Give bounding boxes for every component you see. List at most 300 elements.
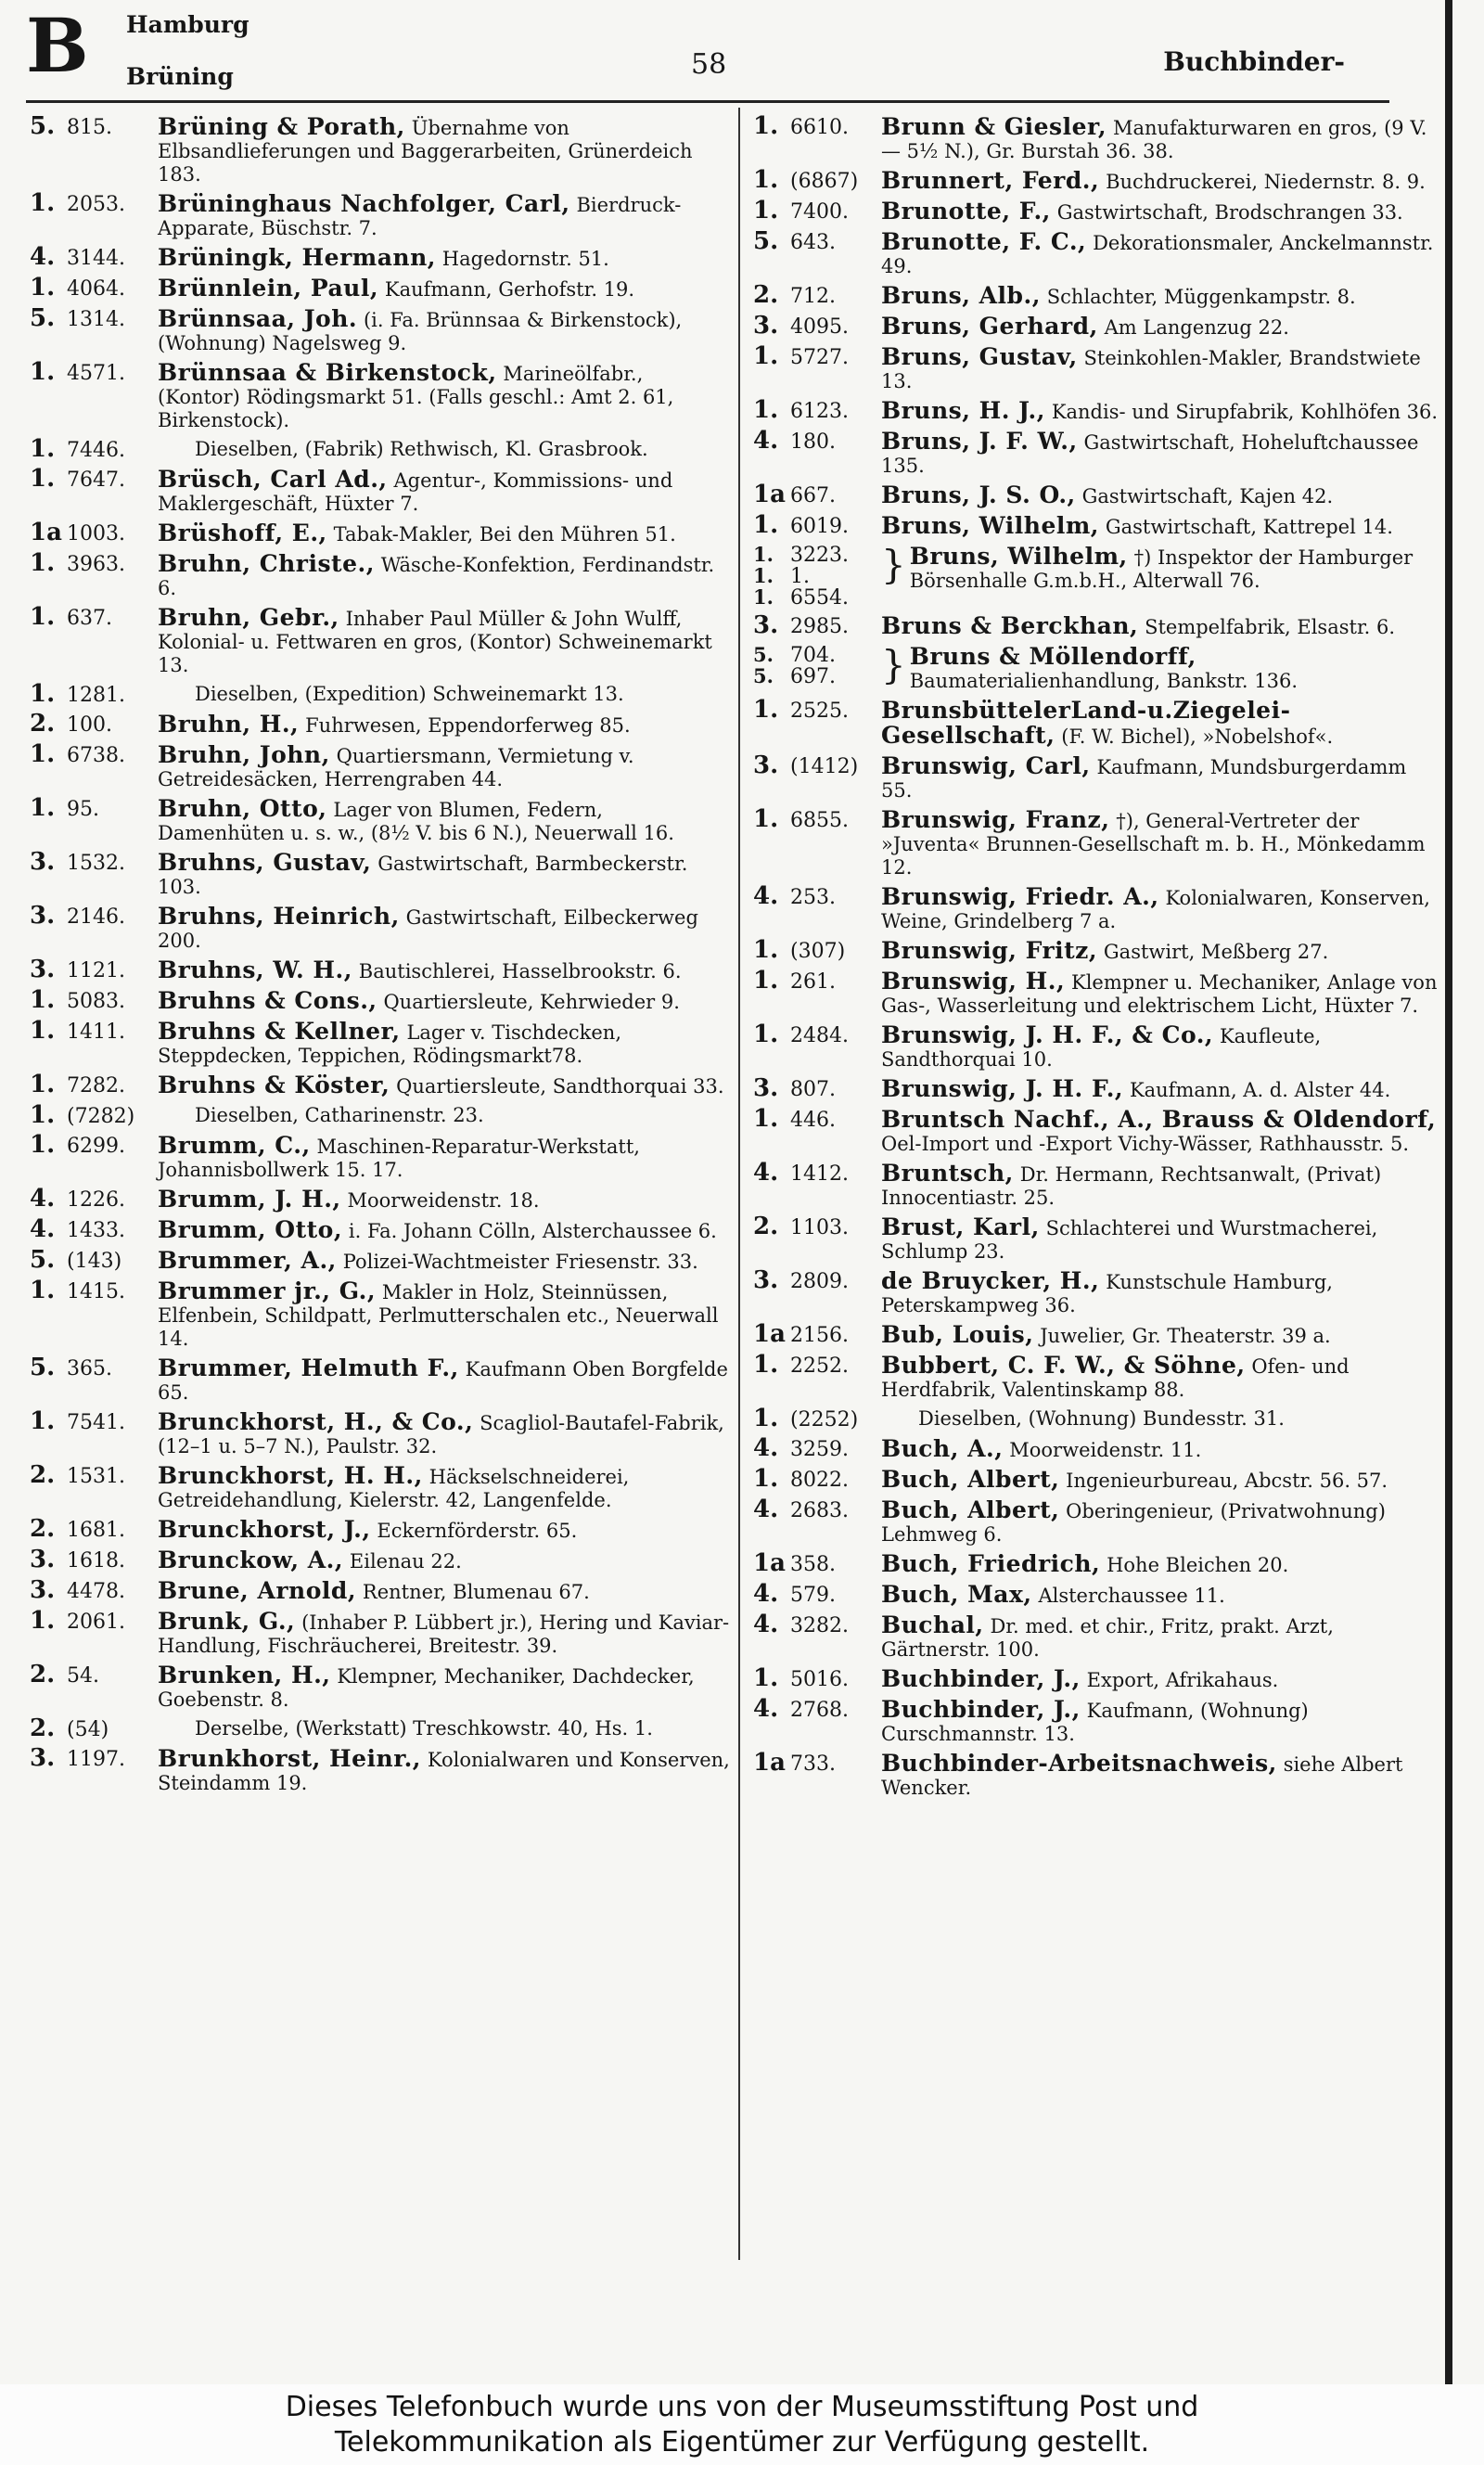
exchange-code: 1a [753, 1320, 786, 1348]
entry-text [158, 115, 731, 186]
list-item [30, 1607, 731, 1658]
brace-glyph: } [881, 542, 906, 587]
exchange-code: 1. [30, 1101, 56, 1129]
list-item [30, 603, 731, 677]
entry-text [881, 1552, 1443, 1577]
phone-number-cell [753, 1159, 881, 1187]
list-item [30, 740, 731, 791]
subscriber-name: Brüningk, Hermann, [158, 244, 436, 271]
phone-number: 4095. [790, 315, 849, 339]
entry-text [881, 1162, 1443, 1210]
phone-number-cell [30, 435, 158, 463]
subscriber-name: Bruns, J. F. W., [881, 428, 1078, 455]
phone-number-cell [753, 227, 881, 255]
exchange-code: 2. [753, 281, 779, 309]
exchange-code: 1. [30, 1407, 56, 1435]
list-item [30, 1215, 731, 1243]
list-item [30, 1101, 731, 1129]
entry-text [158, 1663, 731, 1712]
phone-number-cell [30, 1548, 158, 1573]
entry-text [881, 284, 1443, 309]
list-item [753, 227, 1443, 278]
phone-number: 2809. [790, 1270, 849, 1293]
header-rule [26, 100, 1389, 103]
entry-details: Kaufmann, Mundsburgerdamm 55. [881, 756, 1407, 802]
subscriber-name: Bruns, Gustav, [881, 343, 1078, 370]
phone-number: 6554. [790, 586, 849, 610]
phone-number: 6610. [790, 116, 849, 139]
phone-number-cell [30, 1017, 158, 1045]
list-item [753, 427, 1443, 478]
subscriber-name: Bruhn, H., [158, 711, 300, 738]
subscriber-name: Brünnlein, Paul, [158, 275, 379, 302]
exchange-code: 1. [753, 696, 779, 724]
entry-details: Agentur-, Kommissions- und Maklergeschäft, Hüxter 7. [158, 469, 673, 515]
entry-text [881, 430, 1443, 478]
entry-details: Dieselben, (Fabrik) Rethwisch, Kl. Grasbrook. [195, 438, 648, 460]
phone-number-cell [30, 740, 158, 768]
entry-text [158, 797, 731, 845]
phone-number-cell [30, 1356, 158, 1380]
phone-number-cell [30, 1407, 158, 1435]
footer-line-1: Dieses Telefonbuch wurde uns von der Museumsstiftung Post und [285, 2391, 1199, 2423]
phone-number-cell [30, 1073, 158, 1098]
list-item [753, 1695, 1443, 1746]
list-item [30, 189, 731, 240]
exchange-code: 1. [30, 189, 56, 217]
list-item [30, 435, 731, 463]
exchange-code: 2. [753, 1213, 779, 1240]
phone-number: 7647. [67, 469, 125, 492]
phone-number: 1618. [67, 1549, 125, 1573]
subscriber-name: BrunsbüttelerLand-u.Ziegelei-Gesellschaft, [881, 697, 1291, 749]
entry-details: Klempner u. Mechaniker, Anlage von Gas-, Wasserleitung und elektrischem Licht, Hüxter 7. [881, 971, 1438, 1017]
subscriber-name: Bruhns, Gustav, [158, 849, 372, 876]
entry-text [158, 1134, 731, 1182]
exchange-code: 3. [30, 1576, 56, 1604]
list-item [30, 358, 731, 432]
entry-details: Rentner, Blumenau 67. [362, 1581, 590, 1603]
entry-details: Dr. med. et chir., Fritz, prakt. Arzt, Gärtnerstr. 100. [881, 1615, 1334, 1661]
subscriber-name: Brunckow, A., [158, 1547, 344, 1573]
list-item [30, 243, 731, 271]
subscriber-name: Bruhns & Cons., [158, 987, 377, 1014]
entry-details: Eckernförderstr. 65. [377, 1520, 578, 1542]
subscriber-name: Bruhns & Köster, [158, 1072, 390, 1098]
entry-text [881, 1698, 1443, 1746]
phone-number: 7446. [67, 439, 125, 462]
phone-number-cell [753, 1351, 881, 1379]
phone-number: 1121. [67, 959, 125, 982]
entry-text [158, 905, 731, 953]
list-item [30, 1461, 731, 1512]
entry-details: Dr. Hermann, Rechtsanwalt, (Privat) Innocentiastr. 25. [881, 1163, 1382, 1209]
entry-text [158, 552, 731, 600]
exchange-code: 5. [30, 304, 56, 332]
subscriber-name: Bruhn, Christe., [158, 550, 375, 577]
subscriber-name: Brunswig, Fritz, [881, 937, 1098, 964]
subscriber-name: Bruhn, Otto, [158, 795, 327, 822]
phone-number-cell [30, 1215, 158, 1243]
entry-details: Moorweidenstr. 11. [1009, 1439, 1202, 1461]
subscriber-name: Buchbinder, J., [881, 1696, 1081, 1723]
subscriber-name: Brunswig, H., [881, 968, 1066, 995]
subscriber-name: Bruhn, Gebr., [158, 604, 339, 631]
subscriber-name: Brunotte, F., [881, 198, 1051, 225]
phone-number: 1281. [67, 684, 125, 707]
entry-text [158, 307, 731, 355]
subscriber-name: Brunswig, Friedr. A., [881, 883, 1159, 910]
exchange-code: 4. [30, 1215, 56, 1243]
entry-details: Buchdruckerei, Niedernstr. 8. 9. [1106, 171, 1426, 193]
entry-text [158, 468, 731, 516]
phone-number: 3282. [790, 1614, 849, 1637]
entry-text [881, 199, 1443, 225]
phone-number: 2768. [790, 1699, 849, 1722]
exchange-code: 1. [753, 1351, 779, 1379]
page-number: 58 [691, 48, 727, 81]
exchange-code: 1. [753, 585, 774, 609]
entry-details: Gastwirtschaft, Hoheluftchaussee 135. [881, 431, 1419, 477]
column-divider [738, 108, 740, 2260]
entry-details: Tabak-Makler, Bei den Mühren 51. [333, 523, 676, 546]
phone-number: 54. [67, 1664, 99, 1688]
subscriber-name: Brumm, C., [158, 1132, 311, 1159]
entry-text [158, 246, 731, 271]
phone-number: 637. [67, 607, 112, 630]
entry-text [158, 192, 731, 240]
subscriber-name: Brunswig, Franz, [881, 806, 1110, 833]
page-edge-rule [1445, 0, 1452, 2384]
subscriber-name: Brüninghaus Nachfolger, Carl, [158, 190, 570, 217]
phone-number-cell [30, 112, 158, 140]
subscriber-name: Bub, Louis, [881, 1321, 1034, 1348]
list-item [753, 342, 1443, 393]
entry-details: Fuhrwesen, Eppendorferweg 85. [305, 714, 631, 737]
entry-details: Gastwirtschaft, Kajen 42. [1081, 485, 1334, 507]
subscriber-name: Buchal, [881, 1611, 984, 1638]
exchange-code: 2. [30, 710, 56, 738]
entry-details: Kaufmann, A. d. Alster 44. [1129, 1079, 1391, 1101]
list-item [753, 483, 1443, 508]
phone-number: 1197. [67, 1748, 125, 1771]
entry-details: Gastwirtschaft, Kattrepel 14. [1105, 516, 1393, 538]
entry-details: i. Fa. Johann Cölln, Alsterchaussee 6. [348, 1220, 717, 1242]
exchange-code: 3. [753, 611, 779, 639]
exchange-code: 3. [30, 848, 56, 876]
exchange-code: 1. [30, 1017, 56, 1045]
exchange-code: 1. [753, 396, 779, 424]
subscriber-name: Brunswig, J. H. F., [881, 1075, 1124, 1102]
entry-text [158, 438, 731, 461]
phone-number: 2156. [790, 1324, 849, 1347]
phone-number: 2985. [790, 615, 849, 638]
brace-glyph: } [881, 642, 906, 687]
subscriber-name: Brunckhorst, H. H., [158, 1462, 423, 1489]
list-item [30, 1185, 731, 1213]
entry-details: Dieselben, (Expedition) Schweinemarkt 13. [195, 683, 624, 705]
entry-details: Kunstschule Hamburg, Peterskampweg 36. [881, 1271, 1333, 1316]
phone-number-cell [753, 483, 881, 507]
subscriber-name: Buchbinder-Arbeitsnachweis, [881, 1750, 1277, 1777]
entry-details: Lager v. Tischdecken, Steppdecken, Teppichen, Rödingsmarkt78. [158, 1021, 621, 1067]
entry-details: Export, Afrikahaus. [1086, 1669, 1279, 1691]
entry-details: Kolonialwaren und Konserven, Steindamm 19. [158, 1749, 730, 1794]
phone-number: 1314. [67, 308, 125, 331]
subscriber-name: Bruns, Wilhelm, [909, 543, 1128, 570]
phone-number-cell [753, 1749, 881, 1777]
entry-details: (F. W. Bichel), »Nobelshof«. [1061, 725, 1334, 748]
entry-text [881, 169, 1443, 194]
phone-number-cell [753, 805, 881, 833]
phone-number-cell [753, 427, 881, 455]
entry-details: Übernahme von Elbsandlieferungen und Baggerarbeiten, Grünerdeich 183. [158, 117, 693, 186]
phone-number-cell [30, 1663, 158, 1688]
entry-text [158, 1188, 731, 1213]
entry-text [158, 1747, 731, 1795]
phone-number: (2252) [790, 1408, 859, 1431]
entry-details: Lager von Blumen, Federn, Damenhüten u. s. w., (8½ V. bis 6 N.), Neuerwall 16. [158, 799, 674, 844]
phone-number: 1103. [790, 1216, 849, 1239]
entry-text [881, 699, 1443, 749]
phone-number-cell [30, 521, 158, 546]
list-item [30, 902, 731, 953]
subscriber-name: Bruns & Berckhan, [881, 612, 1139, 639]
list-item [753, 882, 1443, 933]
phone-number-cell [30, 1101, 158, 1129]
entry-details: Moorweidenstr. 18. [347, 1189, 540, 1212]
footer-line-2: Telekommunikation als Eigentümer zur Verfügung gestellt. [334, 2426, 1150, 2459]
entry-details: Quartiersleute, Sandthorquai 33. [396, 1075, 724, 1098]
phone-number: 253. [790, 886, 836, 909]
subscriber-name: Buch, Albert, [881, 1496, 1060, 1523]
exchange-code: 3. [753, 1074, 779, 1102]
phone-number: 2146. [67, 905, 125, 929]
phone-number: 7282. [67, 1074, 125, 1098]
phone-number: 3144. [67, 247, 125, 270]
list-item [753, 1320, 1443, 1348]
phone-number-cell [753, 1320, 881, 1348]
phone-number-cell [30, 1246, 158, 1274]
list-item [30, 1744, 731, 1795]
phone-number-cell [753, 281, 881, 309]
header-last-name: Buchbinder- [1163, 46, 1345, 77]
phone-number-cell [30, 276, 158, 301]
list-item [753, 1023, 1443, 1072]
subscriber-name: Brünnsaa & Birkenstock, [158, 359, 497, 386]
entry-text [881, 1407, 1443, 1431]
subscriber-name: Brunswig, Carl, [881, 752, 1091, 779]
entry-text [158, 1548, 731, 1573]
subscriber-name: Brumm, J. H., [158, 1186, 341, 1213]
entry-details: Gastwirtschaft, Eilbeckerweg 200. [158, 906, 698, 952]
entry-text [158, 1464, 731, 1512]
phone-number: 100. [67, 713, 112, 737]
entry-details: Ofen- und Herdfabrik, Valentinskamp 88. [881, 1355, 1350, 1401]
exchange-code: 1. [753, 1664, 779, 1692]
subscriber-name: Brummer jr., G., [158, 1277, 377, 1304]
exchange-code: 1. [753, 805, 779, 833]
phone-number-cell [753, 1407, 881, 1431]
phone-number-cell [753, 1465, 881, 1493]
entry-text [158, 743, 731, 791]
phone-number: 358. [790, 1553, 836, 1576]
phone-number: 6123. [790, 400, 849, 423]
exchange-code: 5. [753, 227, 779, 255]
entry-details: Oberingenieur, (Privatwohnung) Lehmweg 6. [881, 1500, 1386, 1546]
entry-text [881, 1752, 1443, 1800]
phone-number-cell [753, 751, 881, 779]
entry-text [881, 808, 1443, 879]
phone-number-line [753, 645, 881, 666]
entry-text [881, 1583, 1443, 1608]
phone-number-cell [30, 358, 158, 386]
phone-number: 7400. [790, 200, 849, 224]
list-item [753, 696, 1443, 749]
exchange-code: 5. [30, 1246, 56, 1274]
entry-text [158, 361, 731, 432]
exchange-code: 4. [753, 1159, 779, 1187]
subscriber-name: Brunotte, F. C., [881, 228, 1087, 255]
phone-number: 8022. [790, 1469, 849, 1492]
entry-text [158, 958, 731, 983]
phone-number-cell [753, 882, 881, 910]
list-item [753, 1465, 1443, 1493]
phone-number: 2683. [790, 1499, 849, 1522]
list-item [30, 710, 731, 738]
subscriber-name: Brummer, A., [158, 1247, 337, 1274]
phone-number: 6738. [67, 744, 125, 767]
subscriber-name: Bruns, Gerhard, [881, 313, 1098, 340]
phone-number-cell [30, 848, 158, 876]
list-item [30, 1246, 731, 1274]
subscriber-name: Bruhns & Kellner, [158, 1018, 401, 1045]
phone-number-cell [753, 312, 881, 340]
phone-number: 1. [790, 565, 810, 588]
exchange-code: 3. [753, 312, 779, 340]
subscriber-name: Buch, Albert, [881, 1466, 1060, 1493]
phone-number-cell [753, 112, 881, 140]
exchange-code: 1. [753, 1405, 779, 1432]
phone-number: 3223. [790, 544, 849, 567]
phone-number-cell [753, 611, 881, 639]
entry-text [881, 1023, 1443, 1072]
list-item [753, 1105, 1443, 1156]
phone-number: 5083. [67, 990, 125, 1013]
subscriber-name: Bruns, H. J., [881, 397, 1045, 424]
exchange-code: 1. [30, 549, 56, 577]
list-item [30, 1548, 731, 1573]
list-item [753, 936, 1443, 964]
entry-details: siehe Albert Wencker. [881, 1753, 1403, 1799]
list-item [30, 1356, 731, 1405]
subscriber-name: Brunckhorst, H., & Co., [158, 1408, 474, 1435]
entry-text [158, 1249, 731, 1274]
entry-text [158, 276, 731, 302]
subscriber-name: Brunckhorst, J., [158, 1516, 371, 1543]
entry-text [881, 399, 1443, 424]
exchange-code: 1. [753, 967, 779, 995]
phone-number: 3963. [67, 553, 125, 576]
exchange-code: 1. [753, 936, 779, 964]
entry-text [881, 345, 1443, 393]
exchange-code: 4. [753, 1580, 779, 1608]
exchange-code: 1a [753, 481, 786, 508]
phone-number-cell [753, 1549, 881, 1577]
phone-number-cell [753, 1580, 881, 1608]
entry-details: Kaufmann Oben Borgfelde 65. [158, 1358, 728, 1404]
entry-text [158, 1518, 731, 1543]
entry-details: Bierdruck-Apparate, Büschstr. 7. [158, 194, 682, 239]
entry-details: Makler in Holz, Steinnüssen, Elfenbein, Schildpatt, Perlmutterschalen etc., Neuerwall 14. [158, 1281, 719, 1350]
phone-number: (6867) [790, 170, 859, 193]
phone-number-cell [753, 166, 881, 194]
phone-number: 2252. [790, 1354, 849, 1378]
phone-number-cell [753, 1023, 881, 1047]
entry-text [910, 545, 1443, 593]
entry-text [158, 521, 731, 546]
exchange-code: 1. [30, 1071, 56, 1098]
phone-number: (143) [67, 1250, 122, 1273]
phone-number: 5016. [790, 1668, 849, 1691]
subscriber-name: Bruns, Alb., [881, 282, 1041, 309]
list-item [30, 986, 731, 1014]
phone-number: 5727. [790, 346, 849, 369]
phone-number: (54) [67, 1718, 109, 1741]
phone-number-cell [753, 1695, 881, 1723]
phone-number: (1412) [790, 755, 859, 778]
entry-text [158, 1104, 731, 1127]
entry-text [881, 1077, 1443, 1102]
entry-details: Wäsche-Konfektion, Ferdinandstr. 6. [158, 554, 715, 599]
exchange-code: 1. [30, 435, 56, 463]
subscriber-name: Brunkhorst, Heinr., [158, 1745, 422, 1772]
entry-details: Stempelfabrik, Elsastr. 6. [1145, 616, 1396, 638]
phone-number: 1681. [67, 1519, 125, 1542]
entry-details: Dieselben, Catharinenstr. 23. [195, 1104, 484, 1126]
entry-text [881, 1354, 1443, 1402]
exchange-code: 1a [30, 519, 62, 546]
exchange-code: 1. [753, 543, 774, 566]
entry-details: Ingenieurbureau, Abcstr. 56. 57. [1066, 1470, 1388, 1492]
subscriber-name: Bruns & Möllendorff, [909, 643, 1196, 670]
entry-text [158, 989, 731, 1014]
subscriber-name: Brüning & Porath, [158, 113, 405, 140]
entry-details: Schlachterei und Wurstmacherei, Schlump 23. [881, 1217, 1378, 1263]
list-item [30, 112, 731, 186]
phone-number-cell [753, 511, 881, 539]
exchange-code: 1. [753, 112, 779, 140]
phone-number: 807. [790, 1078, 836, 1101]
exchange-code: 1. [30, 986, 56, 1014]
phone-number: 733. [790, 1752, 836, 1776]
subscriber-name: Brune, Arnold, [158, 1577, 357, 1604]
phone-number: 704. [790, 644, 836, 667]
phone-number: 1412. [790, 1162, 849, 1186]
phone-number: 2053. [67, 193, 125, 216]
subscriber-name: Bruntsch, [881, 1160, 1014, 1187]
phone-number-cell [30, 189, 158, 217]
header-first-name: Brüning [126, 63, 234, 90]
phone-number-cell [30, 680, 158, 708]
exchange-code: 2. [30, 1714, 56, 1742]
exchange-code: 1. [30, 1131, 56, 1159]
phone-number: 1226. [67, 1188, 125, 1212]
exchange-code: 1. [753, 197, 779, 225]
list-item [30, 465, 731, 516]
entry-details: Polizei-Wachtmeister Friesenstr. 33. [342, 1251, 698, 1273]
exchange-code: 1. [753, 1021, 779, 1048]
